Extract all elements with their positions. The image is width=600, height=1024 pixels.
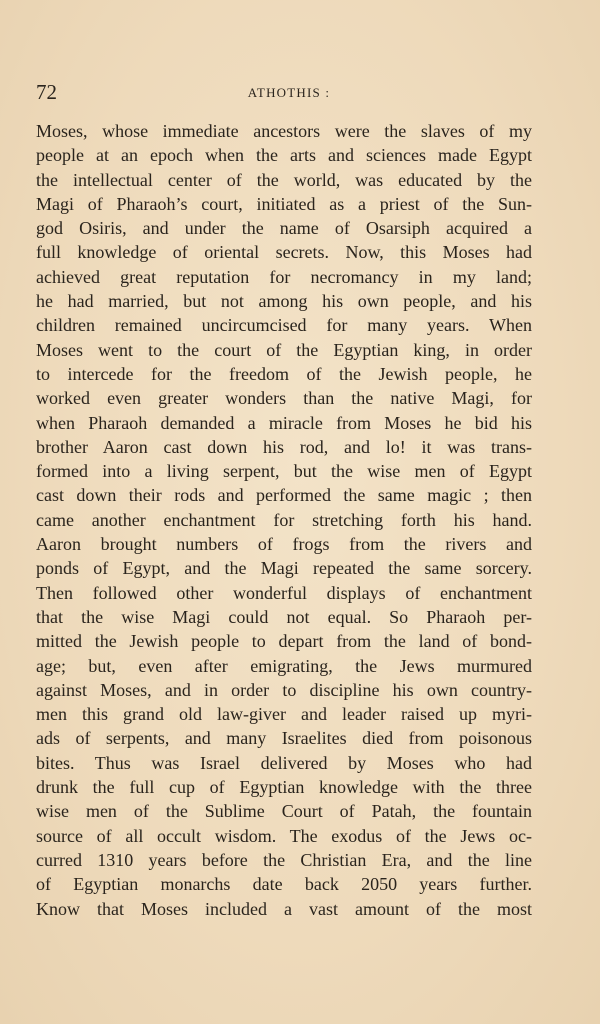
body-text [36, 119, 532, 921]
text-line: Aaron brought numbers of frogs from the rivers and [36, 534, 532, 555]
page-number: 72 [36, 80, 57, 104]
text-line: of Egyptian monarchs date back 2050 years further. [36, 874, 532, 895]
text-line: people at an epoch when the arts and sciences made Egypt [36, 145, 532, 166]
text-line: curred 1310 years before the Christian Era, and the line [36, 849, 532, 870]
text-line: mitted the Jewish people to depart from the land of bond- [36, 631, 532, 652]
text-line: ads of serpents, and many Israelites died from poisonous [36, 728, 532, 749]
text-line: age; but, even after emigrating, the Jews murmured [36, 655, 532, 676]
text-line: Moses went to the court of the Egyptian king, in order [36, 339, 532, 360]
text-line: wise men of the Sublime Court of Patah, the fountain [36, 801, 532, 822]
text-line: Moses, whose immediate ancestors were the slaves of my [36, 121, 532, 141]
text-line: came another enchantment for stretching forth his hand. [36, 509, 532, 530]
text-line: men this grand old law-giver and leader raised up myri- [36, 704, 532, 725]
text-line: cast down their rods and performed the same magic ; then [36, 485, 532, 506]
text-line: bites. Thus was Israel delivered by Moses who had [36, 752, 532, 773]
text-line: that the wise Magi could not equal. So Pharaoh per- [36, 606, 532, 627]
text-line: drunk the full cup of Egyptian knowledge with the three [36, 777, 532, 798]
text-line: achieved great reputation for necromancy in my land; [36, 266, 532, 287]
text-line: Know that Moses included a vast amount of the most [36, 898, 532, 919]
running-head [36, 80, 532, 104]
text-line: Then followed other wonderful displays of enchantment [36, 582, 532, 603]
text-line: when Pharaoh demanded a miracle from Moses he bid his [36, 412, 532, 433]
text-line: Magi of Pharaoh’s court, initiated as a priest of the Sun- [36, 193, 532, 214]
text-line: to intercede for the freedom of the Jewish people, he [36, 363, 532, 384]
text-line: brother Aaron cast down his rod, and lo! it was trans- [36, 436, 532, 457]
text-line: source of all occult wisdom. The exodus of the Jews oc- [36, 825, 532, 846]
text-line: god Osiris, and under the name of Osarsiph acquired a [36, 218, 532, 239]
text-line: ponds of Egypt, and the Magi repeated the same sorcery. [36, 558, 532, 579]
text-line: against Moses, and in order to discipline his own country- [36, 679, 532, 700]
text-line: children remained uncircumcised for many years. When [36, 315, 532, 336]
text-line: the intellectual center of the world, was educated by the [36, 169, 532, 190]
text-line: he had married, but not among his own people, and his [36, 291, 532, 312]
text-line: worked even greater wonders than the native Magi, for [36, 388, 532, 409]
text-line: full knowledge of oriental secrets. Now, this Moses had [36, 242, 532, 263]
running-title: ATHOTHIS : [247, 85, 331, 100]
text-line: formed into a living serpent, but the wise men of Egypt [36, 461, 532, 482]
